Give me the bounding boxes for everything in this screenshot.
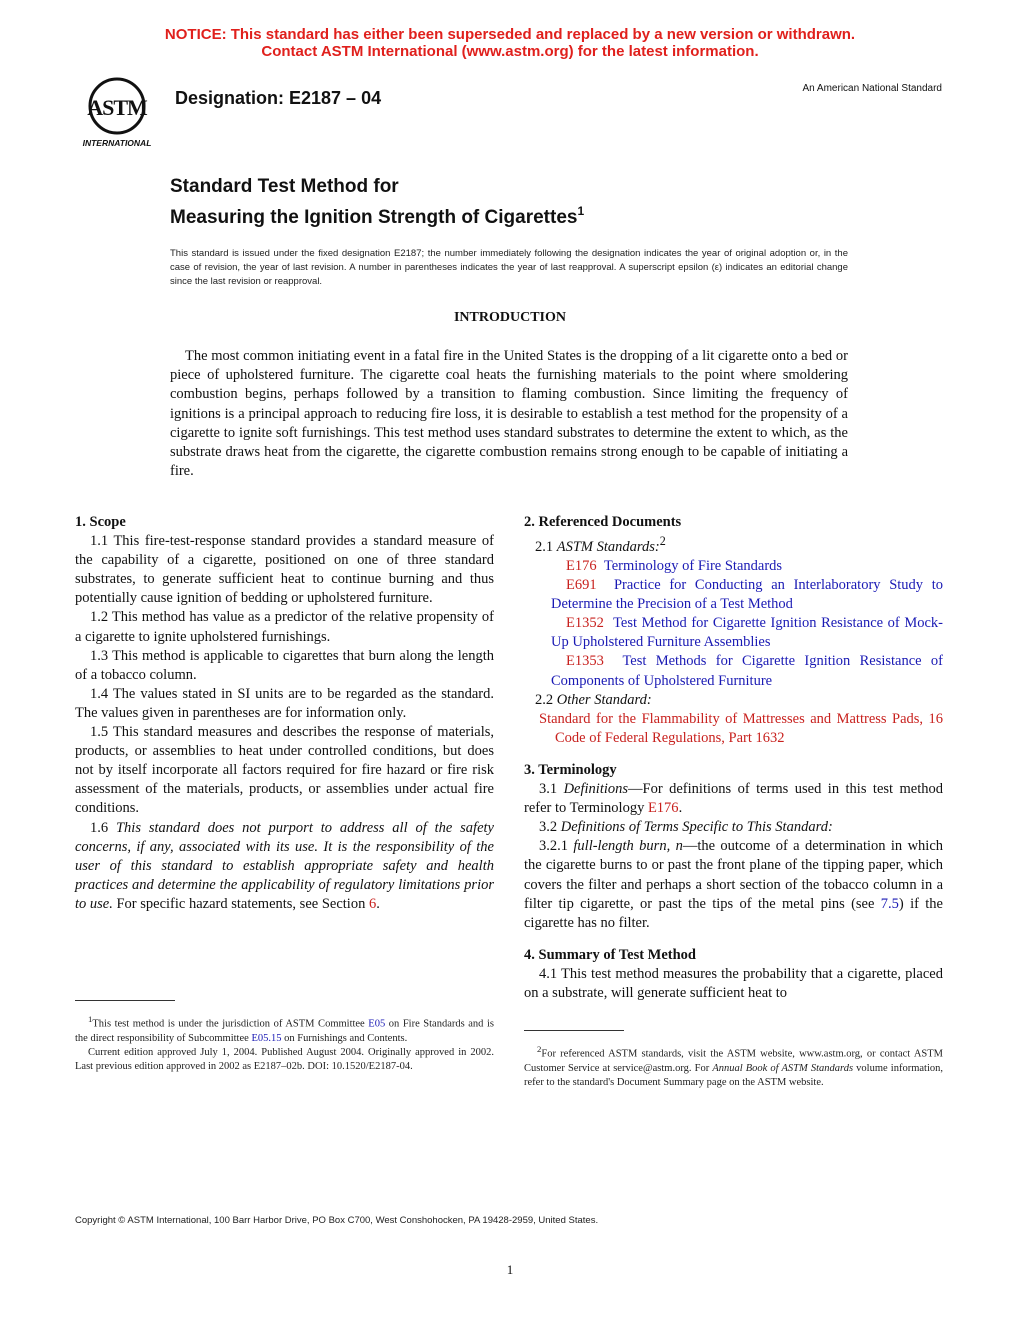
reference-code[interactable]: E1352 — [566, 615, 604, 632]
footnote-2 — [524, 1042, 943, 1090]
terminology-heading: 3. Terminology — [524, 761, 617, 778]
reference-title[interactable]: Practice for Conducting an Interlaboratory Study to Determine the Precision of a Test Method — [551, 577, 944, 613]
footnote-2-mark: 2 — [537, 1044, 542, 1054]
notice-line-1: NOTICE: This standard has either been superseded and replaced by a new version or withdrawn. — [164, 26, 856, 43]
e176-link[interactable]: E176 — [647, 800, 679, 817]
summary-4-1: 4.1 This test method measures the probability that a cigarette, placed on a substrate, will generate sufficient heat to — [524, 965, 943, 1001]
reference-code[interactable]: E1353 — [566, 653, 604, 670]
notice-line-2: Contact ASTM International (www.astm.org) for the latest information. — [261, 43, 759, 60]
footnote-1 — [75, 1012, 494, 1075]
issued-note: This standard is issued under the fixed designation E2187; the number immediately following the designation indicates the year of original adoption or, in the case of revision, the year of last revision. A number in parentheses indicates the year of last reapproval. A superscript epsilon (ε) indicates an editorial change since the last revision or reapproval. — [170, 248, 848, 288]
scope-1-2: 1.2 This method has value as a predictor of the relative propensity of a cigarette to ignite upholstered furnishings. — [75, 609, 494, 645]
title-footnote-mark: 1 — [577, 204, 585, 218]
introduction-text: The most common initiating event in a fatal fire in the United States is the dropping of a lit cigarette onto a bed or piece of upholstered furniture. The cigarette coal heats the furnishing materials to the point where smoldering combustion begins, perhaps followed by a transition to flaming combustion. Since limiting the frequency of ignitions is a principal approach to reducing fire loss, it is desirable to establish a test method for the propensity of a cigarette to ignite soft furnishings. This test method uses standard substrates to determine the extent to which, as the substrate draws heat from the cigarette, the cigarette combustion remains strong enough to be capable of initiating a fire. — [170, 348, 848, 480]
astm-standards-num: 2.1 — [535, 538, 557, 555]
terminology-3-2-num: 3.2 — [539, 819, 561, 836]
reference-title[interactable]: Test Method for Cigarette Ignition Resistance of Mock-Up Upholstered Furniture Assemblies — [551, 615, 943, 651]
reference-item[interactable] — [524, 614, 943, 652]
footnote-rule-right — [524, 1030, 624, 1031]
section-6-link[interactable]: 6 — [368, 895, 377, 912]
footnote-2-text-b: volume information, refer to the standard's Document Summary page on the ASTM website. — [524, 1062, 943, 1089]
terminology-3-2-1-end: ) if the cigarette has no filter. — [524, 895, 943, 931]
withdrawal-notice — [0, 26, 1020, 60]
footnote-1-mark: 1 — [88, 1014, 93, 1024]
astm-logo — [74, 76, 160, 152]
scope-heading: 1. Scope — [75, 514, 126, 530]
astm-standards-italic: ASTM Standards: — [556, 538, 660, 555]
summary-heading: 4. Summary of Test Method — [524, 946, 696, 963]
scope-1-4: 1.4 The values stated in SI units are to be regarded as the standard. The values given in parentheses are for information only. — [75, 685, 494, 721]
astm-standards-mark: 2 — [659, 534, 666, 549]
right-column — [524, 513, 943, 1003]
footnote-2-italic: Annual Book of ASTM Standards — [712, 1062, 854, 1074]
footnote-1-text-c: on Furnishings and Contents. — [281, 1032, 408, 1044]
section-7-5-link[interactable]: 7.5 — [880, 895, 899, 912]
scope-1-6-tail: For specific hazard statements, see Section — [112, 895, 369, 912]
terminology-3-2-label: Definitions of Terms Specific to This Standard: — [560, 819, 833, 836]
reference-code[interactable]: E691 — [566, 577, 597, 594]
astm-standards-label — [524, 532, 943, 557]
footnote-1-text-a: This test method is under the jurisdiction of ASTM Committee — [92, 1018, 369, 1030]
terminology-3-2-1-term: full-length burn, n — [573, 838, 683, 855]
referenced-documents-heading: 2. Referenced Documents — [524, 514, 682, 530]
scope-1-6 — [75, 819, 494, 914]
national-standard-label: An American National Standard — [802, 83, 942, 94]
designation: Designation: E2187 – 04 — [175, 88, 382, 108]
terminology-3-1-label: Definitions — [563, 781, 629, 798]
subcommittee-link[interactable]: E05.15 — [251, 1032, 282, 1044]
reference-item[interactable] — [524, 652, 943, 690]
terminology-3-1-end: . — [678, 800, 683, 817]
footnote-1-text-b: on Fire Standards and is the direct responsibility of Subcommittee — [75, 1018, 494, 1044]
logo-text: ASTM — [87, 95, 147, 120]
terminology-3-2 — [524, 818, 943, 837]
page-number: 1 — [506, 1262, 514, 1277]
reference-title[interactable]: Terminology of Fire Standards — [603, 558, 783, 575]
footnote-1-edition: Current edition approved July 1, 2004. Published August 2004. Originally approved in 2002. Last previous edition approved in 2002 as E2187–02b. DOI: 10.1520/E2187-04. — [75, 1047, 494, 1073]
terminology-3-1-text: —For definitions of terms used in this test method refer to Terminology — [524, 781, 943, 817]
terminology-3-2-1-num: 3.2.1 — [539, 838, 574, 855]
terminology-3-1 — [524, 780, 943, 818]
cfr-1632-reference[interactable]: Standard for the Flammability of Mattresses and Mattress Pads, 16 Code of Federal Regulations, Part 1632 — [539, 710, 943, 746]
committee-e05-link[interactable]: E05 — [368, 1018, 386, 1030]
terminology-3-1-num: 3.1 — [539, 781, 564, 798]
scope-1-5: 1.5 This standard measures and describes the response of materials, products, or assemblies to heat under controlled conditions, but does not by itself incorporate all factors required for fire hazard or fire risk assessment of the materials, products, or assemblies under actual fire conditions. — [75, 724, 494, 817]
logo-international: INTERNATIONAL — [82, 138, 152, 148]
scope-1-6-num: 1.6 — [90, 819, 116, 836]
footnote-rule-left — [75, 1000, 175, 1001]
other-standard-label — [524, 691, 943, 710]
reference-code[interactable]: E176 — [566, 558, 597, 575]
left-column — [75, 513, 494, 914]
scope-1-6-end: . — [376, 895, 380, 912]
title-line-1: Standard Test Method for — [170, 176, 399, 197]
terminology-3-2-1-text: —the outcome of a determination in which the cigarette burns to or past the front plane of the tipping paper, which covers the filter and perhaps a short section of the tobacco column in a filter tip cigarette, or past the tips of the metal pins (see — [524, 838, 943, 912]
reference-title[interactable]: Test Methods for Cigarette Ignition Resistance of Components of Upholstered Furniture — [551, 653, 943, 689]
scope-1-3: 1.3 This method is applicable to cigarettes that burn along the length of a tobacco column. — [75, 647, 494, 683]
footnote-2-text-a: For referenced ASTM standards, visit the ASTM website, www.astm.org, or contact ASTM Customer Service at service@astm.org. For — [524, 1048, 943, 1074]
reference-item[interactable] — [524, 557, 943, 576]
scope-1-1: 1.1 This fire-test-response standard provides a standard measure of the capability of a cigarette, positioned on one of three standard substrates, to generate sufficient heat to continue burning and thus potentially cause ignition of bedding or upholstered furniture. — [75, 533, 494, 607]
other-standard-num: 2.2 — [535, 691, 557, 708]
terminology-3-2-1 — [524, 837, 943, 932]
other-standard-italic: Other Standard: — [556, 691, 652, 708]
title-line-2 — [170, 199, 584, 230]
safety-caveat: This standard does not purport to address all of the safety concerns, if any, associated with its use. It is the responsibility of the user of this standard to establish appropriate safety and health practices and determine the applicability of regulatory limitations prior to use. — [75, 819, 494, 912]
introduction-heading: INTRODUCTION — [453, 310, 566, 325]
reference-item[interactable] — [524, 576, 943, 614]
title-main: Measuring the Ignition Strength of Cigarettes — [170, 207, 578, 228]
copyright-line: Copyright © ASTM International, 100 Barr Harbor Drive, PO Box C700, West Conshohocken, PA 19428-2959, United States. — [75, 1215, 599, 1226]
